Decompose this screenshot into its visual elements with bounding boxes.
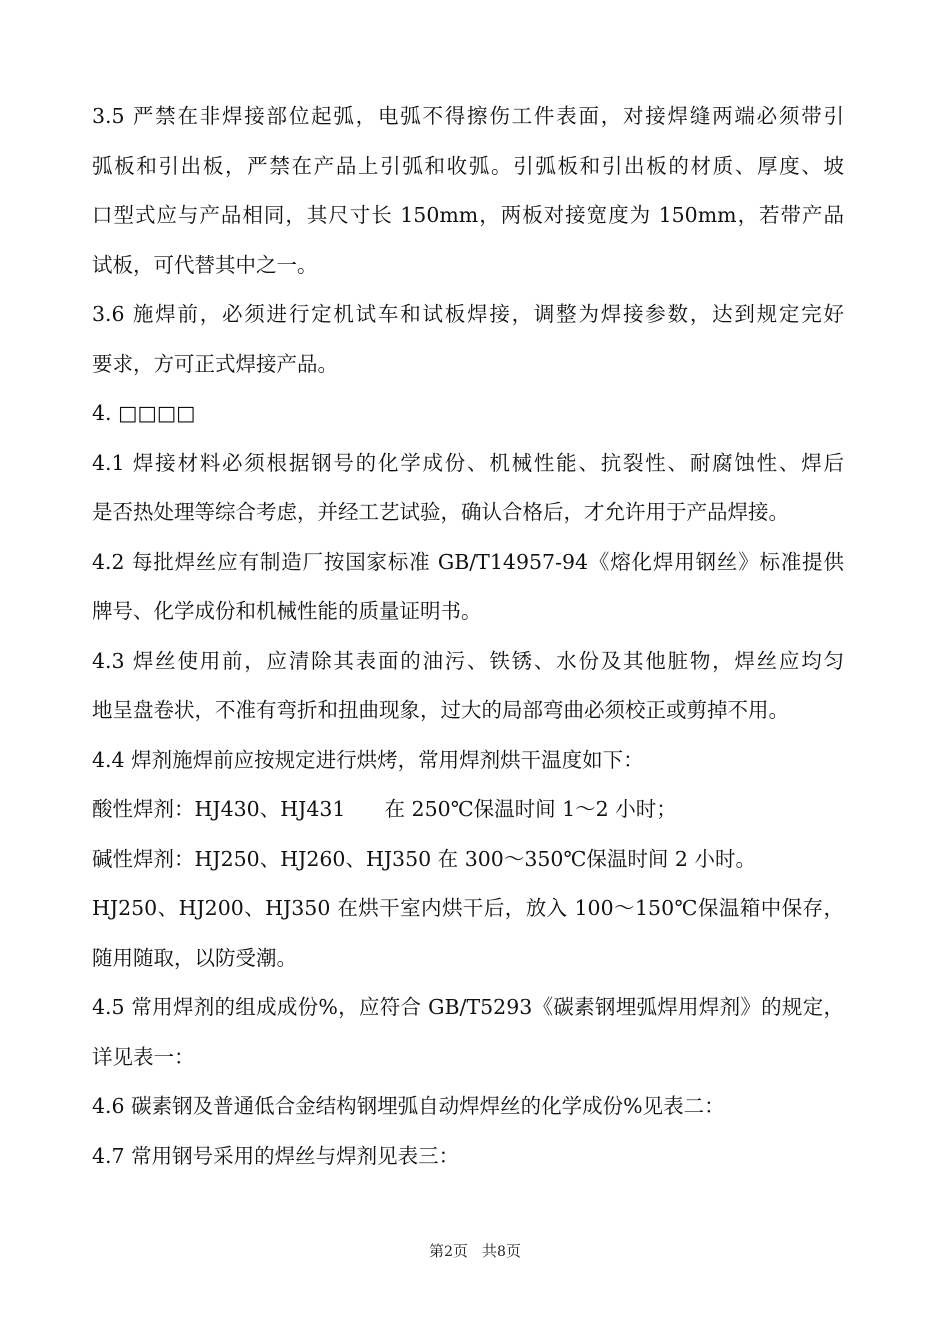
text-line: 地呈盘卷状，不准有弯折和扭曲现象，过大的局部弯曲必须校正或剪掉不用。 [92, 698, 789, 722]
text-line: 4. □□□□ [92, 401, 196, 425]
text-line: 4.3 焊丝使用前，应清除其表面的油污、铁锈、水份及其他脏物，焊丝应均匀 [92, 648, 844, 673]
text-line: 碱性焊剂：HJ250、HJ260、HJ350 在 300～350℃保温时间 2 小时。 [92, 846, 756, 871]
paragraph-4-3 [92, 637, 844, 736]
paragraph-4-4 [92, 736, 844, 786]
text-line: 详见表一： [92, 1044, 195, 1069]
total-label-prefix: 共 [482, 1242, 498, 1260]
text-line: 3.5 严禁在非焊接部位起弧，电弧不得擦伤工件表面，对接焊缝两端必须带引 [92, 104, 844, 128]
text-line: 随用随取，以防受潮。 [92, 945, 297, 970]
paragraph-flux-storage [92, 884, 844, 983]
text-line: 是否热处理等综合考虑，并经工艺试验，确认合格后，才允许用于产品焊接。 [92, 500, 789, 524]
page-label-prefix: 第 [429, 1242, 445, 1260]
paragraph-4-6 [92, 1082, 844, 1132]
total-pages: 8 [497, 1244, 506, 1260]
text-line: 酸性焊剂：HJ430、HJ431 在 250℃保温时间 1～2 小时； [92, 797, 677, 821]
page-number: 2 [444, 1244, 453, 1260]
paragraph-4-5 [92, 983, 844, 1082]
text-line: 3.6 施焊前，必须进行定机试车和试板焊接，调整为焊接参数，达到规定完好 [92, 302, 844, 326]
text-line: 牌号、化学成份和机械性能的质量证明书。 [92, 599, 482, 623]
text-line: 4.5 常用焊剂的组成成份%，应符合 GB/T5293《碳素钢埋弧焊用焊剂》的规定， [92, 995, 844, 1019]
text-line: 4.1 焊接材料必须根据钢号的化学成份、机械性能、抗裂性、耐腐蚀性、焊后 [92, 450, 844, 475]
paragraph-3-5 [92, 92, 844, 290]
text-line: 口型式应与产品相同，其尺寸长 150mm，两板对接宽度为 150mm，若带产品 [92, 203, 844, 227]
paragraph-acid-flux [92, 785, 844, 835]
text-line: 4.7 常用钢号采用的焊丝与焊剂见表三： [92, 1143, 460, 1168]
text-line: 4.6 碳素钢及普通低合金结构钢埋弧自动焊焊丝的化学成份%见表二： [92, 1094, 725, 1118]
text-line: 弧板和引出板，严禁在产品上引弧和收弧。引弧板和引出板的材质、厚度、坡 [92, 153, 844, 178]
text-line: 4.4 焊剂施焊前应按规定进行烘烤，常用焊剂烘干温度如下： [92, 747, 644, 772]
page-footer [0, 1240, 950, 1261]
text-line: 4.2 每批焊丝应有制造厂按国家标准 GB/T14957-94《熔化焊用钢丝》标准提供 [92, 549, 844, 574]
total-label-suffix: 页 [505, 1242, 521, 1260]
paragraph-4-2 [92, 538, 844, 637]
paragraph-4-7 [92, 1132, 844, 1182]
text-line: 试板，可代替其中之一。 [92, 252, 318, 277]
document-body [92, 92, 844, 1181]
text-line: 要求，方可正式焊接产品。 [92, 351, 338, 376]
section-4-heading [92, 389, 844, 439]
paragraph-3-6 [92, 290, 844, 389]
paragraph-4-1 [92, 439, 844, 538]
paragraph-alkali-flux [92, 835, 844, 885]
text-line: HJ250、HJ200、HJ350 在烘干室内烘干后，放入 100～150℃保温箱中保存， [92, 896, 844, 920]
page-label-suffix: 页 [452, 1242, 468, 1260]
